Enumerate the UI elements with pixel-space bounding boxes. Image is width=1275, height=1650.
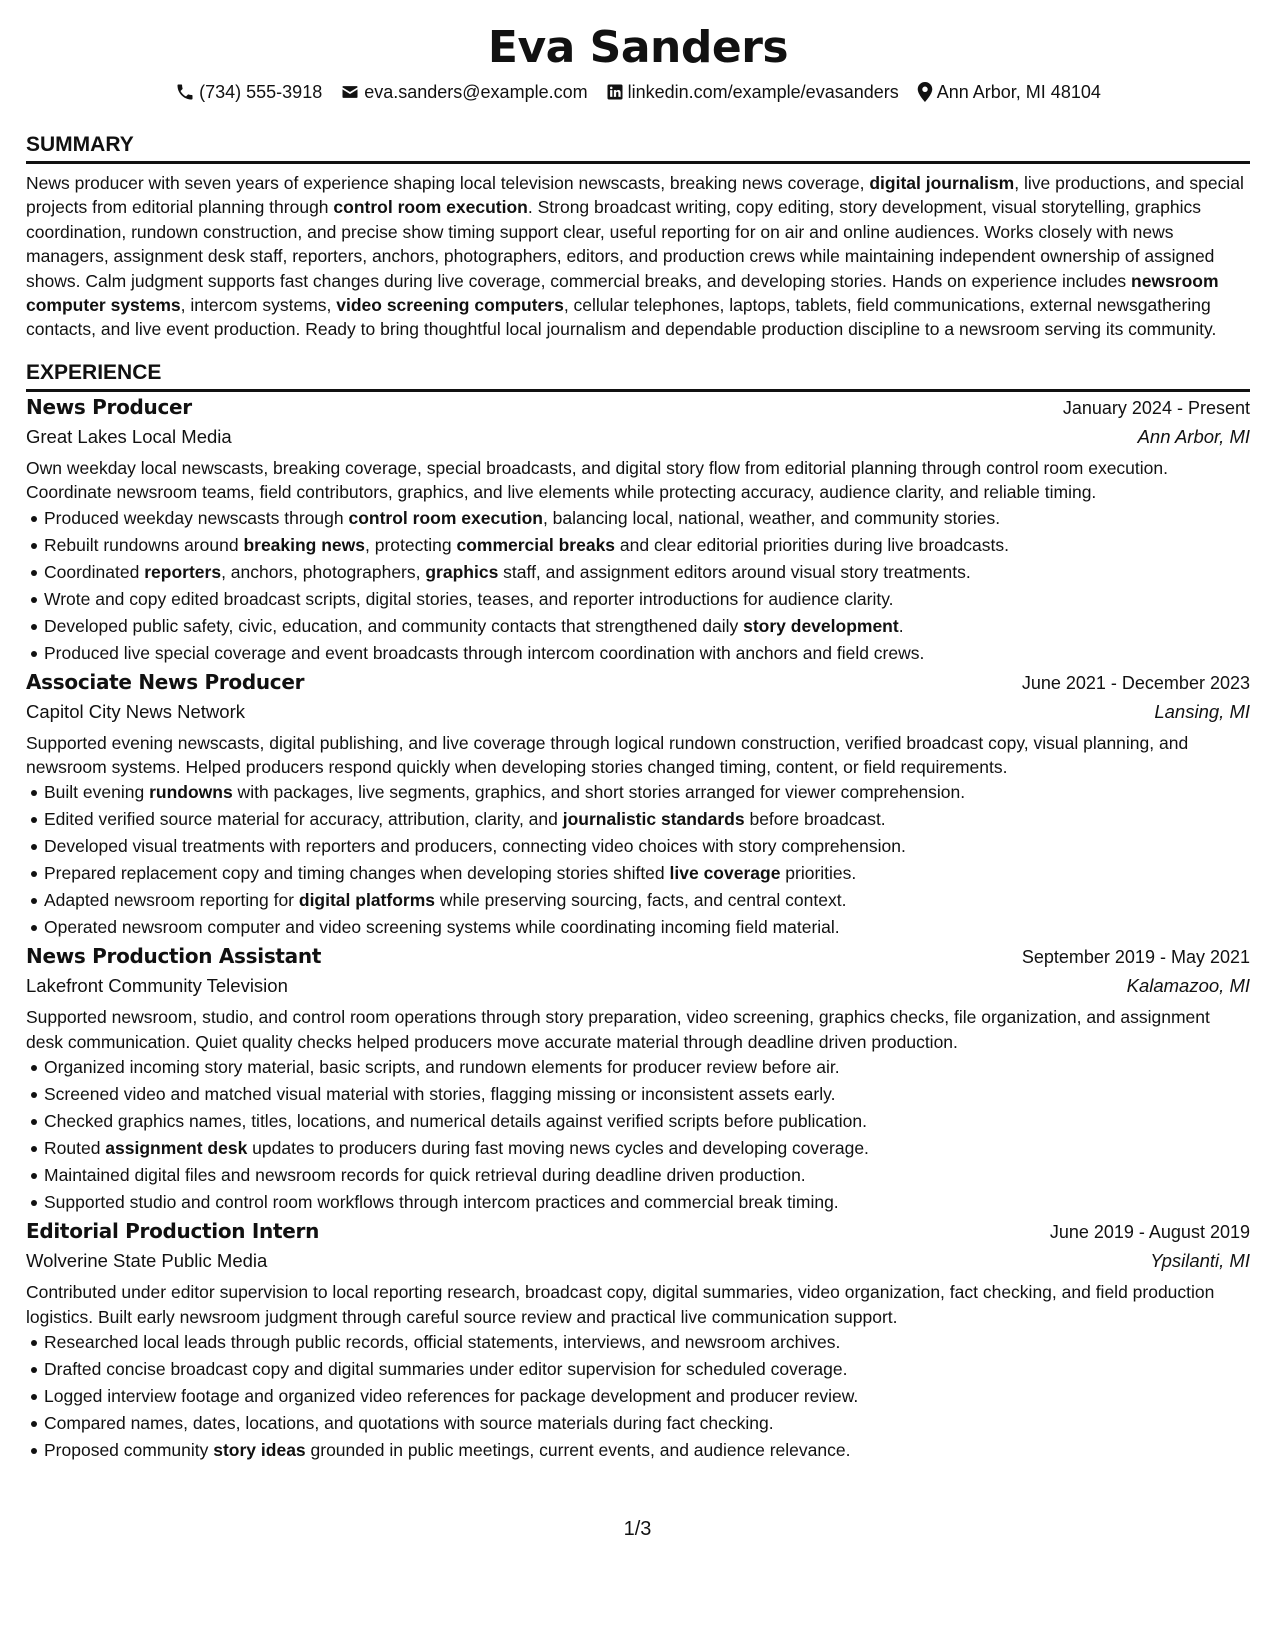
candidate-name: Eva Sanders [487, 22, 789, 73]
bullet-text: Screened video and matched visual material with stories, flagging missing or inconsistent assets early. [44, 1084, 836, 1105]
bullet-item [26, 833, 1250, 860]
bullet-text: Produced weekday newscasts through [44, 507, 349, 528]
bullet-text: Routed [44, 1138, 106, 1159]
bullet-bold-text: assignment desk [105, 1138, 248, 1159]
bullet-text: while preserving sourcing, facts, and central context. [435, 890, 847, 911]
job-description: Supported newsroom, studio, and control room operations through story preparation, video screening, graphics checks, file organization, and assignment desk communication. Quiet quality checks helped producers move accurate material through deadline driven production. [26, 1007, 1210, 1052]
bullet-text: Maintained digital files and newsroom records for quick retrieval during deadline driven production. [44, 1165, 806, 1186]
bullet-item [26, 779, 1250, 806]
bullet-text: priorities. [780, 863, 857, 884]
bullet-item [26, 1329, 1250, 1356]
job-bullets [26, 505, 1250, 667]
bullet-item [26, 1356, 1250, 1383]
bullet-item [26, 1383, 1250, 1410]
summary-text: , cellular telephones, laptops, tablets, field communications, external newsgathering contacts, and live event production. Ready to bring thoughtful local journalism and dependable production discipline to a newsroom serving its community. [26, 295, 1217, 340]
bullet-item [26, 1135, 1250, 1162]
job-title: News Producer [26, 394, 192, 419]
job-bullets [26, 779, 1250, 941]
job-entry [26, 1216, 1250, 1464]
page-number: 1/3 [623, 1518, 652, 1540]
bullet-text: with packages, live segments, graphics, and short stories arranged for viewer comprehension. [232, 782, 966, 803]
bullet-bold-text: story ideas [213, 1440, 306, 1461]
bullet-item [26, 1189, 1250, 1216]
bullet-bold-text: rundowns [149, 782, 233, 803]
job-location: Ann Arbor, MI [1137, 425, 1250, 447]
envelope-icon [340, 82, 360, 102]
summary-text: News producer with seven years of experience shaping local television newscasts, breaking news coverage, [26, 173, 870, 193]
summary-bold-text: digital journalism [869, 173, 1015, 193]
job-dates: June 2019 - August 2019 [1049, 1222, 1250, 1243]
bullet-bold-text: story development [743, 615, 899, 636]
bullet-text: Developed visual treatments with reporters and producers, connecting video choices with story comprehension. [44, 836, 906, 857]
company-name: Capitol City News Network [26, 700, 245, 722]
bullet-text: Edited verified source material for accuracy, attribution, clarity, and [44, 809, 563, 830]
job-location: Ypsilanti, MI [1150, 1250, 1250, 1272]
bullet-text: Rebuilt rundowns around [44, 534, 244, 555]
job-header [26, 1216, 1250, 1246]
job-description: Supported evening newscasts, digital publishing, and live coverage through logical rundown construction, verified broadcast copy, visual planning, and newsroom systems. Helped producers respond quickly when developing stories changed timing, content, or field requirements. [26, 732, 1189, 778]
bullet-bold-text: live coverage [669, 863, 781, 884]
bullet-bold-text: digital platforms [298, 890, 435, 911]
bullet-text: Organized incoming story material, basic scripts, and rundown elements for producer review before air. [44, 1057, 840, 1078]
bullet-text: and clear editorial priorities during live broadcasts. [615, 534, 1009, 555]
job-dates: September 2019 - May 2021 [1021, 947, 1250, 968]
job-title: Editorial Production Intern [26, 1219, 320, 1244]
bullet-item [26, 1054, 1250, 1081]
bullet-item [26, 1410, 1250, 1437]
job-subheader [26, 971, 1250, 1001]
summary-heading: SUMMARY [26, 132, 1250, 164]
location-text: Ann Arbor, MI 48104 [936, 81, 1101, 102]
summary-bold-text: video screening computers [336, 295, 564, 316]
bullet-item [26, 1108, 1250, 1135]
bullet-item [26, 532, 1250, 559]
experience-heading: EXPERIENCE [26, 360, 1250, 392]
linkedin-link[interactable]: linkedin.com/example/evasanders [627, 81, 899, 102]
job-entry [26, 392, 1250, 667]
job-title: Associate News Producer [26, 669, 305, 694]
bullet-item [26, 1162, 1250, 1189]
bullet-text: Checked graphics names, titles, locations, and numerical details against verified scripts before publication. [44, 1111, 867, 1132]
contact-location [917, 82, 1101, 103]
bullet-text: Operated newsroom computer and video screening systems while coordinating incoming field material. [44, 917, 840, 938]
job-bullets [26, 1054, 1250, 1216]
bullet-item [26, 640, 1250, 667]
company-name: Lakefront Community Television [26, 975, 288, 997]
job-dates: January 2024 - Present [1062, 397, 1250, 418]
company-name: Wolverine State Public Media [26, 1250, 268, 1272]
contact-linkedin[interactable] [606, 82, 899, 103]
bullet-text: grounded in public meetings, current events, and audience relevance. [305, 1440, 851, 1461]
contact-phone [175, 82, 322, 103]
bullet-item [26, 887, 1250, 914]
bullet-text: Prepared replacement copy and timing changes when developing stories shifted [44, 863, 670, 884]
summary-text: , live productions, and special projects from editorial planning through [26, 173, 1244, 218]
summary-bold-text: newsroom computer systems [26, 270, 1219, 316]
resume-page [26, 0, 1250, 1464]
bullet-bold-text: breaking news [243, 534, 366, 555]
summary-text: , intercom systems, [180, 295, 337, 316]
job-location: Lansing, MI [1154, 700, 1250, 722]
job-header [26, 941, 1250, 971]
bullet-item [26, 1081, 1250, 1108]
bullet-text: Proposed community [44, 1440, 214, 1461]
phone-icon [175, 82, 195, 102]
job-title: News Production Assistant [26, 944, 322, 969]
phone-text: (734) 555-3918 [199, 81, 323, 102]
job-entry [26, 941, 1250, 1216]
job-description: Own weekday local newscasts, breaking coverage, special broadcasts, and digital story flow from editorial planning through control room execution. Coordinate newsroom teams, field contributors, graphics, and live elements while protecting accuracy, audience clarity, and reliable timing. [26, 457, 1168, 503]
job-entry [26, 667, 1250, 942]
bullet-text: Researched local leads through public records, official statements, interviews, and newsroom archives. [44, 1332, 841, 1353]
job-header [26, 392, 1250, 422]
contact-email[interactable] [340, 82, 587, 103]
job-description: Contributed under editor supervision to local reporting research, broadcast copy, digital summaries, video organization, fact checking, and field production logistics. Built early newsroom judgment through careful source review and practical live communication support. [26, 1282, 1215, 1327]
bullet-text: , balancing local, national, weather, and community stories. [542, 507, 1001, 528]
bullet-bold-text: control room execution [348, 507, 543, 528]
bullet-item [26, 613, 1250, 640]
job-subheader [26, 422, 1250, 452]
bullet-text: Logged interview footage and organized video references for package development and producer review. [44, 1386, 859, 1407]
job-dates: June 2021 - December 2023 [1021, 672, 1250, 693]
bullet-bold-text: journalistic standards [562, 809, 745, 830]
bullet-item [26, 806, 1250, 833]
bullet-bold-text: reporters [144, 561, 222, 582]
bullet-text: before broadcast. [744, 809, 886, 830]
experience-list [26, 392, 1250, 1464]
bullet-item [26, 586, 1250, 613]
bullet-item [26, 860, 1250, 887]
bullet-bold-text: graphics [425, 561, 499, 582]
company-name: Great Lakes Local Media [26, 425, 232, 447]
summary-text: . Strong broadcast writing, copy editing, story development, visual storytelling, graphics coordination, rundown construction, and precise show timing support clear, useful reporting for on air and online audiences. Works closely with news managers, assignment desk staff, reporters, anchors, photographers, editors, and production crews while maintaining independent ownership of assigned shows. Calm judgment supports fast changes during live coverage, commercial breaks, and developing stories. Hands on experience includes [26, 197, 1215, 291]
summary-paragraph [26, 171, 1250, 342]
map-pin-icon [917, 82, 933, 102]
job-subheader [26, 697, 1250, 727]
summary-bold-text: control room execution [333, 197, 528, 218]
bullet-text: Coordinated [44, 561, 145, 582]
bullet-text: Built evening [44, 782, 150, 803]
email-link[interactable]: eva.sanders@example.com [364, 81, 588, 102]
bullet-text: , protecting [365, 534, 457, 555]
contact-bar [26, 80, 1250, 104]
bullet-item [26, 1437, 1250, 1464]
linkedin-icon [606, 83, 624, 101]
bullet-item [26, 559, 1250, 586]
bullet-text: Supported studio and control room workflows through intercom practices and commercial break timing. [44, 1192, 839, 1213]
bullet-text: Adapted newsroom reporting for [44, 890, 299, 911]
bullet-bold-text: commercial breaks [456, 534, 616, 555]
job-bullets [26, 1329, 1250, 1464]
bullet-text: , anchors, photographers, [221, 561, 426, 582]
job-subheader [26, 1246, 1250, 1276]
bullet-text: . [898, 615, 904, 636]
bullet-item [26, 914, 1250, 941]
bullet-text: Developed public safety, civic, education, and community contacts that strengthened daily [44, 615, 744, 636]
bullet-item [26, 505, 1250, 532]
bullet-text: Drafted concise broadcast copy and digital summaries under editor supervision for scheduled coverage. [44, 1359, 848, 1380]
job-header [26, 667, 1250, 697]
bullet-text: updates to producers during fast moving news cycles and developing coverage. [247, 1138, 869, 1159]
job-location: Kalamazoo, MI [1126, 975, 1250, 997]
bullet-text: Compared names, dates, locations, and quotations with source materials during fact checking. [44, 1413, 774, 1434]
bullet-text: staff, and assignment editors around visual story treatments. [498, 561, 971, 582]
bullet-text: Wrote and copy edited broadcast scripts, digital stories, teases, and reporter introductions for audience clarity. [44, 588, 894, 609]
bullet-text: Produced live special coverage and event broadcasts through intercom coordination with anchors and field crews. [44, 642, 925, 663]
